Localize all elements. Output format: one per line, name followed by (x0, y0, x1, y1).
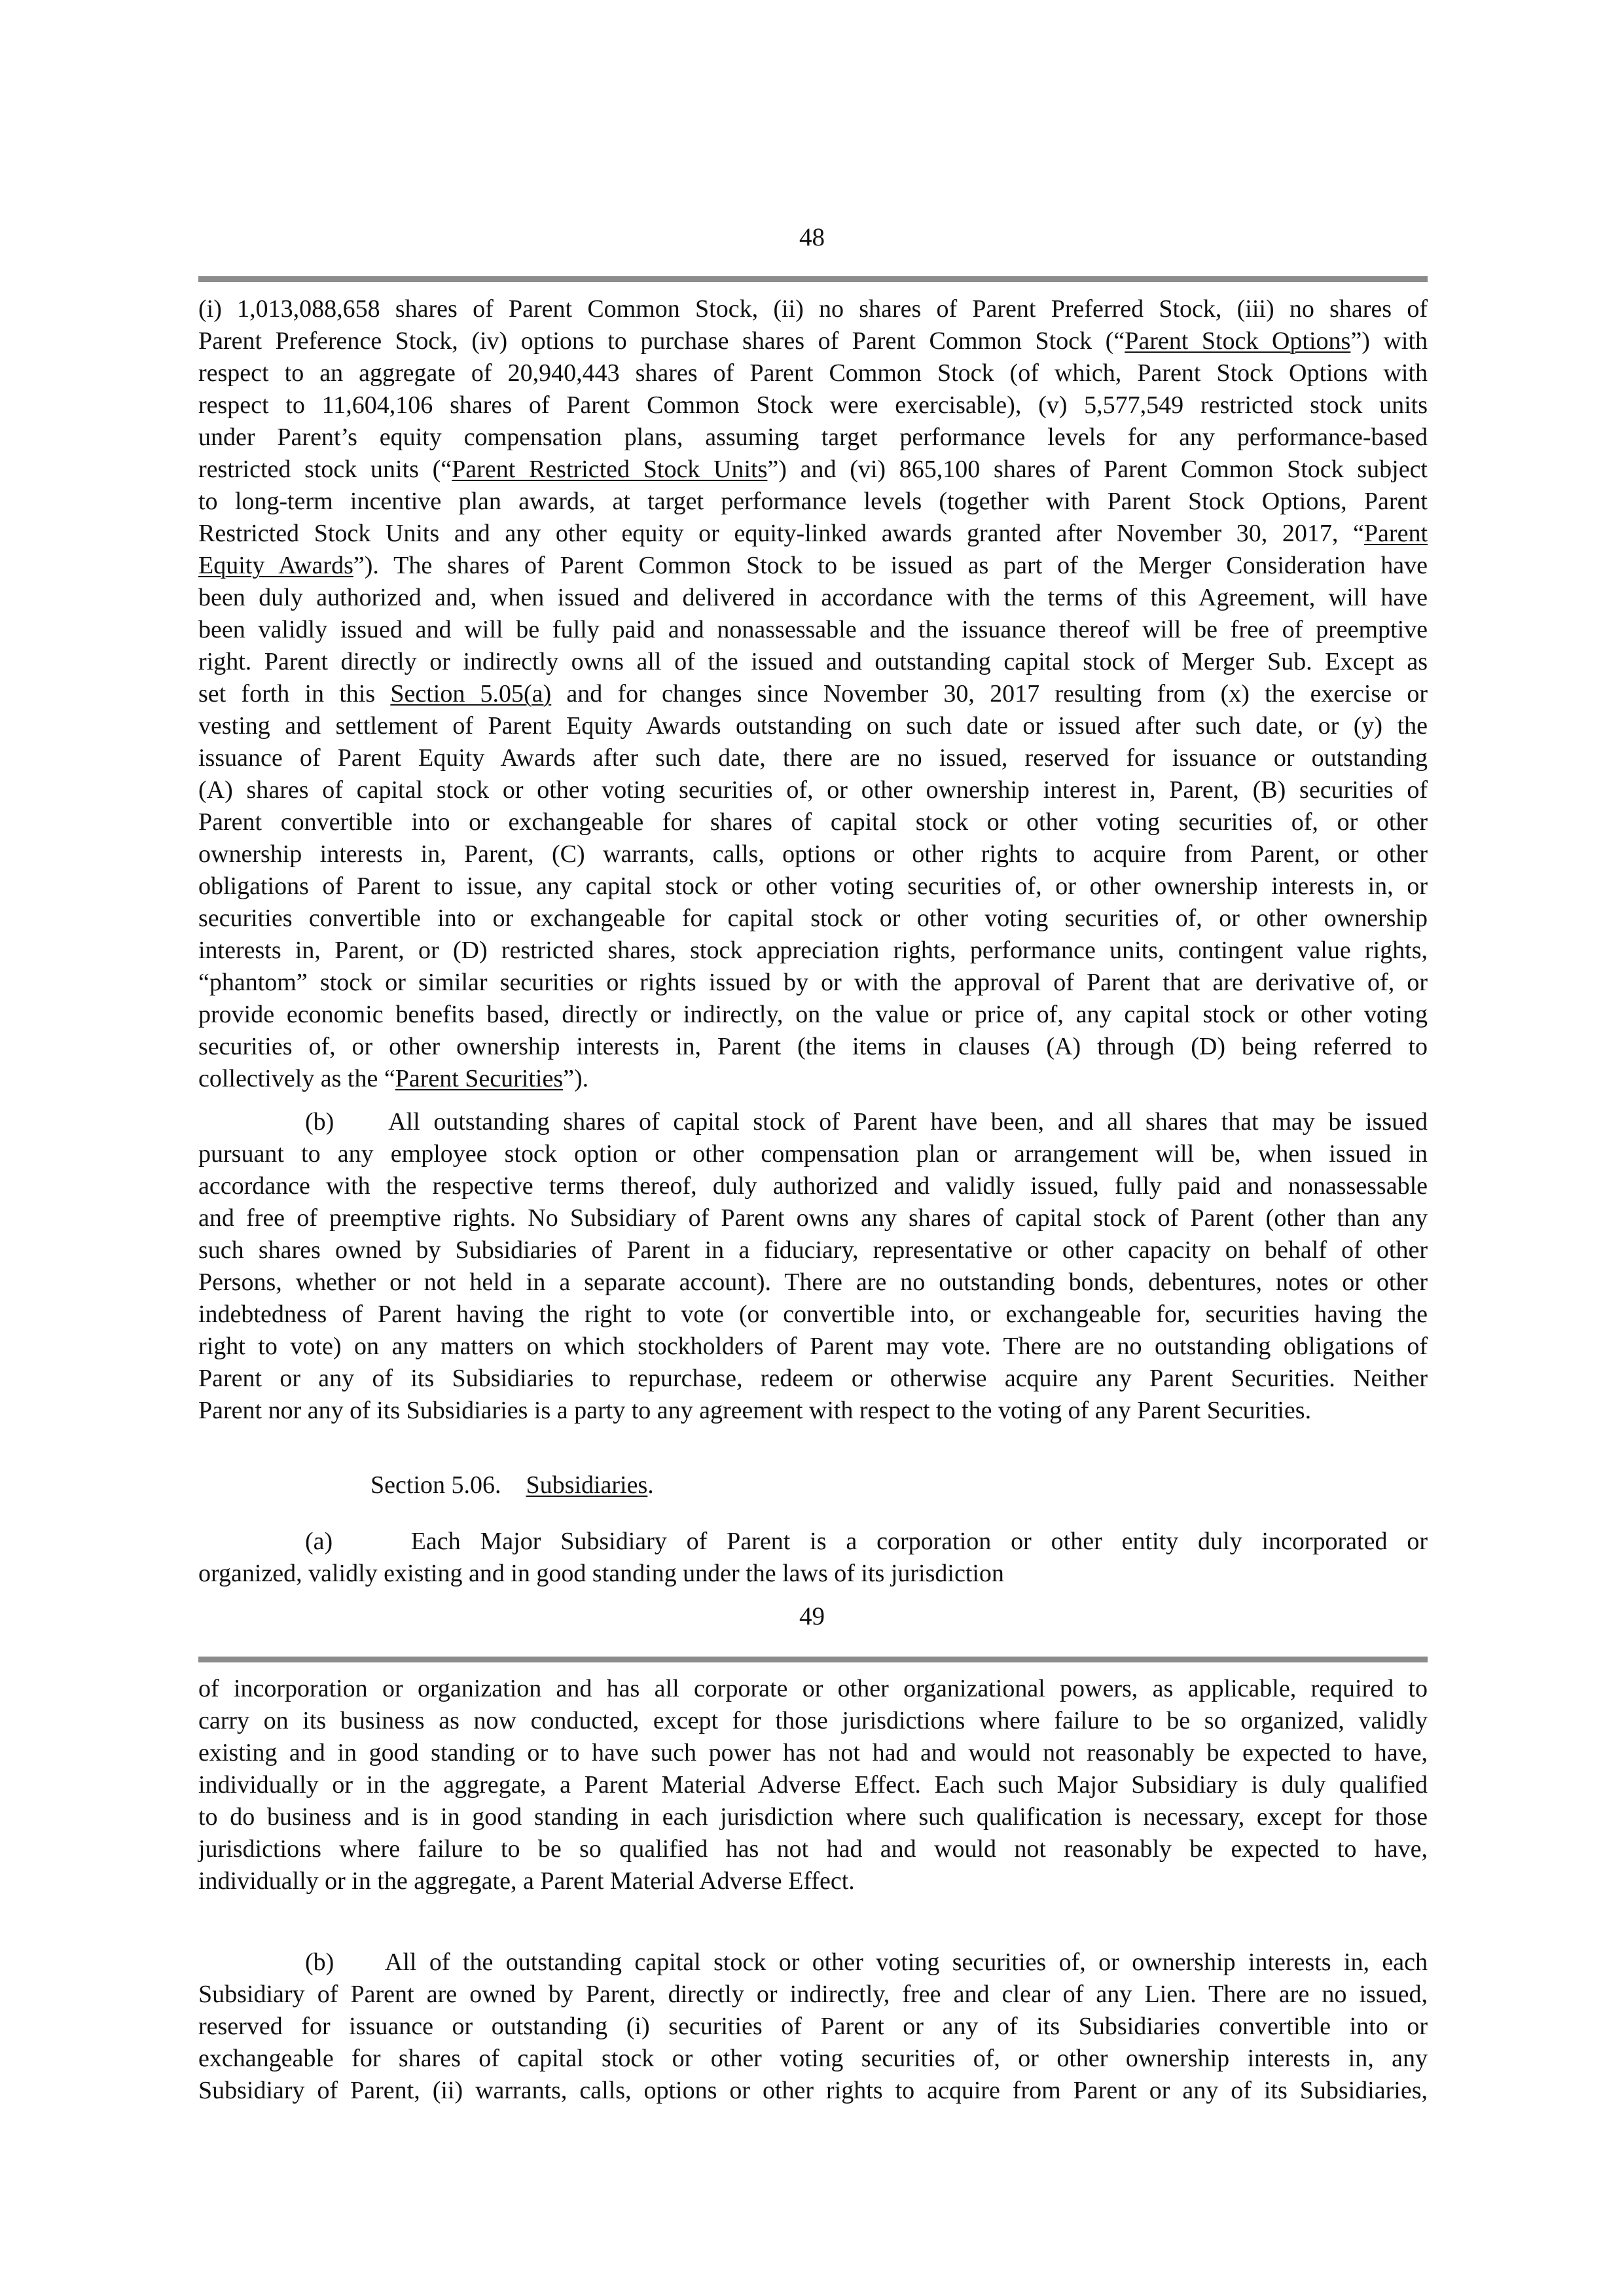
text-line (198, 1299, 1428, 1331)
text-line (198, 2043, 1428, 2075)
text-run: restricted stock units (“ (198, 456, 452, 483)
defined-term: Parent Restricted Stock Units (452, 456, 768, 483)
paragraph-5-05-a (198, 293, 1428, 1095)
header-rule (198, 276, 1428, 282)
text-line (198, 806, 1428, 838)
text-run: (a) Each Major Subsidiary of Parent is a corporation or other entity duly incorporated or (305, 1528, 1428, 1555)
text-line (198, 1202, 1428, 1234)
text-line (198, 1395, 1428, 1427)
text-run: to do business and is in good standing in each jurisdiction where such qualification is necessary, except for those (198, 1803, 1428, 1831)
text-run: Parent convertible into or exchangeable for shares of capital stock or other voting securities of, or other (198, 808, 1428, 836)
text-line (198, 870, 1428, 903)
defined-term: Parent Stock Options (1125, 327, 1351, 355)
text-line (198, 774, 1428, 806)
text-run: and free of preemptive rights. No Subsidiary of Parent owns any shares of capital stock of Parent (other than any (198, 1204, 1428, 1232)
text-run: “phantom” stock or similar securities or rights issued by or with the approval of Parent that are derivative of, or (198, 969, 1428, 996)
text-run: ”). The shares of Parent Common Stock to be issued as part of the Merger Consideration have (353, 552, 1428, 579)
text-line (198, 389, 1428, 422)
text-line (198, 614, 1428, 646)
text-run: indebtedness of Parent having the right to vote (or convertible into, or exchangeable for, securities having the (198, 1300, 1428, 1328)
header-rule (198, 1657, 1428, 1662)
section-number: Section 5.06. (370, 1471, 501, 1499)
text-line (198, 838, 1428, 870)
paragraph-5-06-a (198, 1526, 1428, 1590)
text-line (198, 646, 1428, 678)
text-run: Parent or any of its Subsidiaries to repurchase, redeem or otherwise acquire any Parent Securities. Neither (198, 1365, 1428, 1392)
text-run: individually or in the aggregate, a Parent Material Adverse Effect. (198, 1867, 855, 1895)
text-run: under Parent’s equity compensation plans, assuming target performance levels for any performance-based (198, 423, 1428, 451)
text-line (198, 1833, 1428, 1865)
paragraph-5-06-b (198, 1946, 1428, 2107)
text-run: ”) with (1350, 327, 1428, 355)
text-line (198, 742, 1428, 774)
text-line (198, 710, 1428, 742)
text-line (198, 486, 1428, 518)
text-line (198, 2075, 1428, 2107)
text-run: Persons, whether or not held in a separate account). There are no outstanding bonds, debentures, notes or other (198, 1268, 1428, 1296)
page-number: 49 (799, 1602, 825, 1630)
text-line (198, 1737, 1428, 1769)
text-run: Parent nor any of its Subsidiaries is a party to any agreement with respect to the voting of any Parent Securities. (198, 1397, 1312, 1424)
text-line (198, 1526, 1428, 1558)
text-run: (i) 1,013,088,658 shares of Parent Common Stock, (ii) no shares of Parent Preferred Stock, (iii) no shares of (198, 295, 1428, 323)
page-number: 48 (799, 223, 825, 251)
text-line (198, 550, 1428, 582)
text-line (198, 422, 1428, 454)
defined-term: Section 5.05(a) (390, 680, 552, 708)
text-run: ”). (563, 1065, 589, 1092)
defined-term: Equity Awards (198, 552, 353, 579)
text-run: respect to 11,604,106 shares of Parent Common Stock were exercisable), (v) 5,577,549 restricted stock units (198, 391, 1428, 419)
defined-term: Parent Securities (395, 1065, 564, 1092)
text-run: provide economic benefits based, directly or indirectly, on the value or price of, any capital stock or other voting (198, 1001, 1428, 1028)
section-title-period: . (647, 1471, 654, 1499)
text-line (198, 1705, 1428, 1737)
text-run: securities convertible into or exchangeable for capital stock or other voting securities of, or other ownership (198, 905, 1428, 932)
text-run: Subsidiary of Parent are owned by Parent, directly or indirectly, free and clear of any Lien. There are no issued, (198, 1981, 1428, 2008)
text-run: right. Parent directly or indirectly owns all of the issued and outstanding capital stock of Merger Sub. Except as (198, 648, 1428, 675)
text-run: been duly authorized and, when issued and delivered in accordance with the terms of this Agreement, will have (198, 584, 1428, 611)
text-line (198, 1031, 1428, 1063)
text-run: to long-term incentive plan awards, at target performance levels (together with Parent Stock Options, Parent (198, 488, 1428, 515)
paragraph-5-05-b (198, 1106, 1428, 1427)
text-line (198, 1946, 1428, 1979)
defined-term: Parent (1363, 520, 1428, 547)
text-line (198, 1331, 1428, 1363)
text-line (198, 1063, 1428, 1095)
text-run: Parent Preference Stock, (iv) options to purchase shares of Parent Common Stock (“ (198, 327, 1125, 355)
text-line (198, 582, 1428, 614)
text-line (198, 1363, 1428, 1395)
text-run: exchangeable for shares of capital stock or other voting securities of, or other ownership interests in, any (198, 2045, 1428, 2072)
text-run: ”) and (vi) 865,100 shares of Parent Common Stock subject (767, 456, 1428, 483)
text-line (198, 1234, 1428, 1266)
text-run: right to vote) on any matters on which stockholders of Parent may vote. There are no outstanding obligations of (198, 1333, 1428, 1360)
text-line (198, 1979, 1428, 2011)
text-line (198, 2011, 1428, 2043)
text-line (198, 1170, 1428, 1202)
text-run: such shares owned by Subsidiaries of Parent in a fiduciary, representative or other capacity on behalf of other (198, 1236, 1428, 1264)
text-line (198, 999, 1428, 1031)
text-line (198, 678, 1428, 710)
section-title: Subsidiaries (526, 1471, 648, 1499)
text-run: respect to an aggregate of 20,940,443 shares of Parent Common Stock (of which, Parent Stock Options with (198, 359, 1428, 387)
text-line (198, 357, 1428, 389)
text-line (198, 903, 1428, 935)
text-run: issuance of Parent Equity Awards after such date, there are no issued, reserved for issuance or outstanding (198, 744, 1428, 772)
text-line (198, 325, 1428, 357)
section-5-06-heading (370, 1469, 654, 1501)
text-run: (A) shares of capital stock or other voting securities of, or other ownership interest in, Parent, (B) securities of (198, 776, 1428, 804)
text-line (198, 454, 1428, 486)
text-line (198, 1673, 1428, 1705)
text-line (198, 1138, 1428, 1170)
text-line (198, 293, 1428, 325)
text-run: jurisdictions where failure to be so qualified has not had and would not reasonably be expected to have, (198, 1835, 1428, 1863)
text-run: organized, validly existing and in good standing under the laws of its jurisdiction (198, 1560, 1004, 1587)
text-run: (b) All outstanding shares of capital stock of Parent have been, and all shares that may be issued (305, 1108, 1428, 1136)
text-line (198, 1558, 1428, 1590)
text-run: carry on its business as now conducted, except for those jurisdictions where failure to be so organized, validly (198, 1707, 1428, 1734)
text-line (198, 1106, 1428, 1138)
text-run: securities of, or other ownership interests in, Parent (the items in clauses (A) through (D) being referred to (198, 1033, 1428, 1060)
text-line (198, 1801, 1428, 1833)
text-line (198, 1769, 1428, 1801)
text-run: reserved for issuance or outstanding (i) securities of Parent or any of its Subsidiaries convertible into or (198, 2013, 1428, 2040)
text-run: (b) All of the outstanding capital stock or other voting securities of, or ownership interests in, each (305, 1948, 1428, 1976)
text-line (198, 1266, 1428, 1299)
text-run: individually or in the aggregate, a Parent Material Adverse Effect. Each such Major Subsidiary is duly qualified (198, 1771, 1428, 1799)
text-line (198, 1865, 1428, 1897)
text-run: interests in, Parent, or (D) restricted shares, stock appreciation rights, performance units, contingent value rights, (198, 937, 1428, 964)
text-run: Subsidiary of Parent, (ii) warrants, calls, options or other rights to acquire from Parent or any of its Subsidiaries, (198, 2077, 1428, 2104)
text-run: Restricted Stock Units and any other equity or equity-linked awards granted after November 30, 2017, “ (198, 520, 1364, 547)
text-line (198, 518, 1428, 550)
text-run: of incorporation or organization and has all corporate or other organizational powers, as applicable, required to (198, 1675, 1428, 1702)
text-run: collectively as the “ (198, 1065, 395, 1092)
text-run: set forth in this (198, 680, 391, 708)
text-run: been validly issued and will be fully paid and nonassessable and the issuance thereof will be free of preemptive (198, 616, 1428, 643)
text-run: accordance with the respective terms thereof, duly authorized and validly issued, fully paid and nonassessable (198, 1172, 1428, 1200)
text-run: and for changes since November 30, 2017 resulting from (x) the exercise or (551, 680, 1428, 708)
text-run: ownership interests in, Parent, (C) warrants, calls, options or other rights to acquire from Parent, or other (198, 840, 1428, 868)
text-run: existing and in good standing or to have such power has not had and would not reasonably be expected to have, (198, 1739, 1428, 1767)
paragraph-5-06-a-continued (198, 1673, 1428, 1897)
text-line (198, 935, 1428, 967)
text-run: vesting and settlement of Parent Equity Awards outstanding on such date or issued after such date, or (y) the (198, 712, 1428, 740)
text-run: pursuant to any employee stock option or other compensation plan or arrangement will be, when issued in (198, 1140, 1428, 1168)
text-run: obligations of Parent to issue, any capital stock or other voting securities of, or other ownership interests in, or (198, 872, 1428, 900)
text-line (198, 967, 1428, 999)
